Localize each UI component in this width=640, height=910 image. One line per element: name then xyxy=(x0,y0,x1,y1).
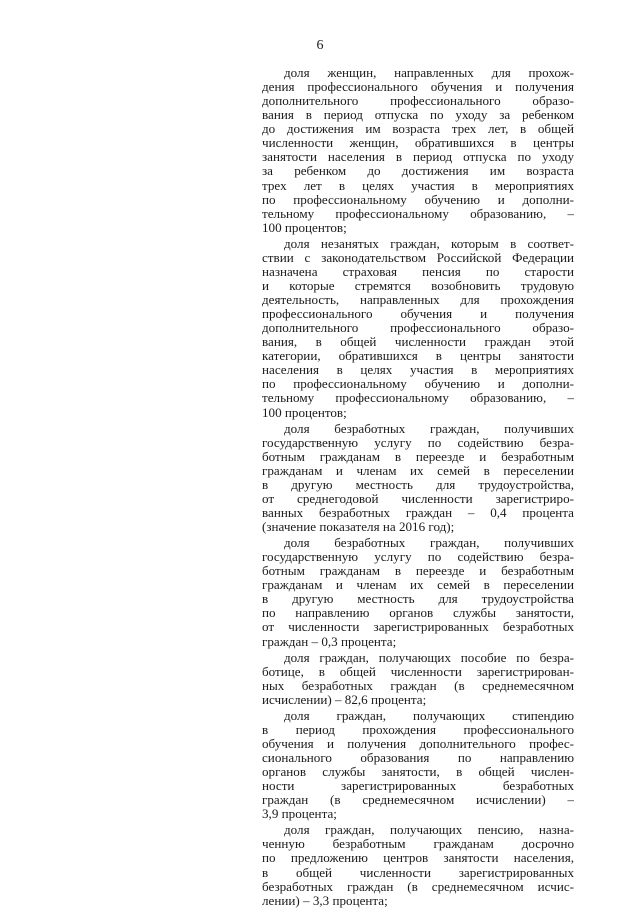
text-line: трех лет в целях участия в мероприятиях xyxy=(262,178,574,193)
text-line: ванных безработных граждан – 0,4 процента xyxy=(262,505,574,520)
text-line: вания, в общей численности граждан этой xyxy=(262,335,574,350)
text-line: дения профессионального обучения и получения xyxy=(262,80,574,95)
text-line: до достижения им возраста трех лет, в общей xyxy=(262,122,574,137)
text-line: от среднегодовой численности зарегистриро- xyxy=(262,491,574,506)
paragraph-women-parental-leave xyxy=(262,66,574,235)
text-line: доля граждан, получающих пособие по безра- xyxy=(284,650,574,665)
text-line: доля граждан, получающих стипендию xyxy=(284,708,574,723)
text-line: ченную безработным гражданам досрочно xyxy=(262,837,574,852)
text-line: в общей численности зарегистрированных xyxy=(262,865,574,880)
text-line: граждан – 0,3 процента; xyxy=(262,634,397,649)
paragraph-relocation-annual xyxy=(262,422,574,535)
text-line: в другую местность для трудоустройства, xyxy=(262,477,574,492)
document-body xyxy=(262,66,574,910)
text-line: доля женщин, направленных для прохож- xyxy=(284,66,574,80)
text-line: 100 процентов; xyxy=(262,220,347,235)
text-line: 3,9 процента; xyxy=(262,807,337,822)
text-line: за ребенком до достижения им возраста xyxy=(262,164,574,179)
text-line: государственную услугу по содействию безра- xyxy=(262,550,574,565)
paragraph-unemployment-benefit xyxy=(262,651,574,707)
text-line: ных безработных граждан (в среднемесячном xyxy=(262,678,574,693)
text-line: граждан (в среднемесячном исчислении) – xyxy=(262,793,574,808)
text-line: органов службы занятости, в общей числен- xyxy=(262,765,574,780)
text-line: (значение показателя на 2016 год); xyxy=(262,520,455,534)
text-line: деятельность, направленных для прохождения xyxy=(262,293,574,307)
text-line: профессионального обучения и получения xyxy=(262,307,574,322)
paragraph-early-pension xyxy=(262,823,574,907)
text-line: государственную услугу по содействию безра- xyxy=(262,435,574,450)
page-number: 6 xyxy=(316,38,324,53)
text-line: в период прохождения профессионального xyxy=(262,722,574,737)
text-line: категории, обратившихся в центры занятости xyxy=(262,349,574,364)
text-line: доля граждан, получающих пенсию, назна- xyxy=(284,823,574,838)
text-line: сионального образования по направлению xyxy=(262,751,574,765)
text-line: ботным гражданам в переезде и безработным xyxy=(262,449,574,464)
text-line: в другую местность для трудоустройства xyxy=(262,592,574,607)
text-line: занятости населения в период отпуска по уходу xyxy=(262,150,574,165)
text-line: исчислении) – 82,6 процента; xyxy=(262,692,427,707)
text-line: безработных граждан (в среднемесячном исчис- xyxy=(262,879,574,894)
text-line: дополнительного профессионального образо- xyxy=(262,94,574,109)
text-line: доля безработных граждан, получивших xyxy=(284,421,574,436)
text-line: обучения и получения дополнительного профес- xyxy=(262,736,574,751)
text-line: доля незанятых граждан, которым в соответ- xyxy=(284,236,574,251)
text-line: по направлению органов службы занятости, xyxy=(262,606,574,621)
text-line: численности женщин, обратившихся в центры xyxy=(262,136,574,151)
text-line: населения в целях участия в мероприятиях xyxy=(262,363,574,378)
text-line: лении) – 3,3 процента; xyxy=(262,893,388,908)
text-line: доля безработных граждан, получивших xyxy=(284,536,574,551)
paragraph-unemployed-pensioners xyxy=(262,237,574,420)
text-line: по профессиональному обучению и дополни- xyxy=(262,377,574,392)
text-line: тельному профессиональному образованию, – xyxy=(262,206,574,221)
text-line: от численности зарегистрированных безработных xyxy=(262,620,574,635)
text-line: тельному профессиональному образованию, – xyxy=(262,391,574,406)
text-line: ботице, в общей численности зарегистрирован- xyxy=(262,664,574,679)
text-line: по профессиональному обучению и дополни- xyxy=(262,192,574,207)
paragraph-relocation-employment-service xyxy=(262,536,574,649)
text-line: 100 процентов; xyxy=(262,405,347,420)
text-line: ности зарегистрированных безработных xyxy=(262,779,574,794)
text-line: гражданам и членам их семей в переселении xyxy=(262,463,574,478)
paragraph-stipend xyxy=(262,709,574,822)
text-line: гражданам и членам их семей в переселении xyxy=(262,578,574,593)
text-line: и которые стремятся возобновить трудовую xyxy=(262,278,574,293)
text-line: назначена страховая пенсия по старости xyxy=(262,264,574,279)
text-line: вания в период отпуска по уходу за ребенком xyxy=(262,108,574,123)
text-line: ботным гражданам в переезде и безработным xyxy=(262,564,574,579)
text-line: ствии с законодательством Российской Федерации xyxy=(262,250,574,265)
text-line: по предложению центров занятости населения, xyxy=(262,851,574,866)
text-line: дополнительного профессионального образо- xyxy=(262,321,574,336)
